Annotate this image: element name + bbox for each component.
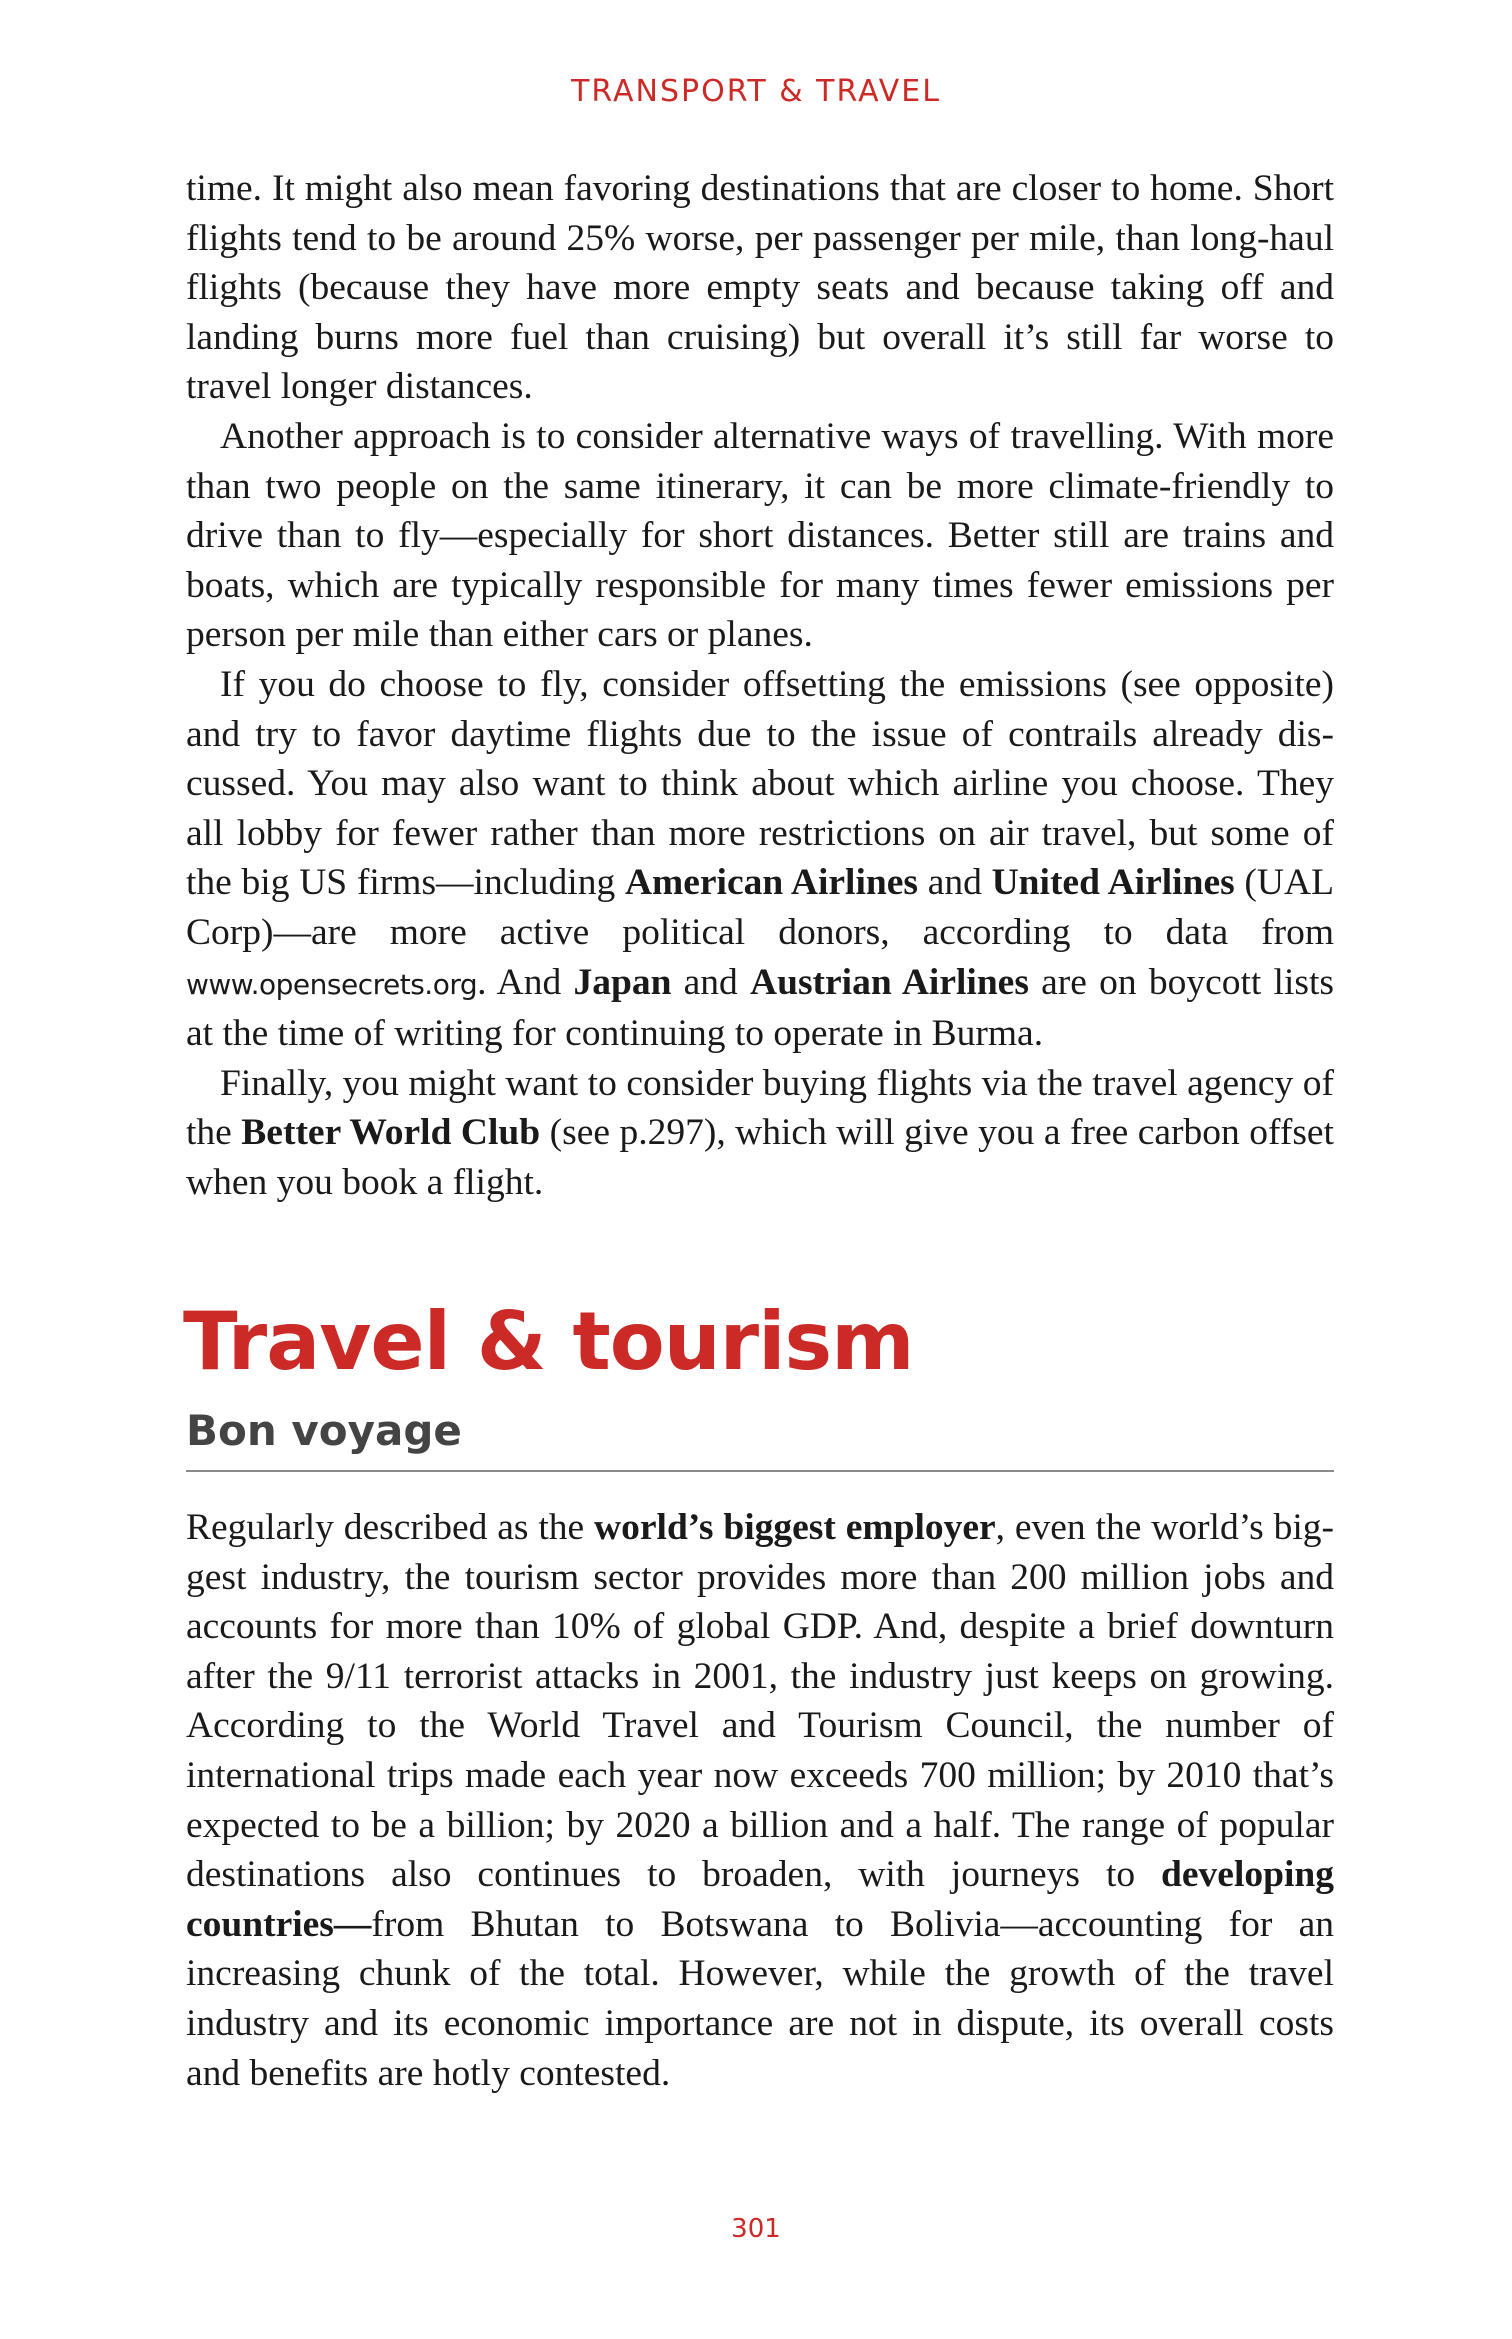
page-number: 301 [731,2214,781,2244]
bold-worlds-biggest-employer: world’s biggest employer [594,1507,996,1548]
paragraph-5-text-2: , even the world’s biggest industry, the tourism sector provides more than 200 million jobs and accounts for more than 10% of global GDP. And, despite a brief downturn after the 9/11 terrorist attacks in 2001, the industry just keeps on growing. According to the World Travel and Tourism Council, the number of international trips made each year now exceeds 700 million; by 2010 that’s expected to be a billion; by 2020 a billion and a half. The range of popular destinations also continues to broaden, with journeys to [186,1507,1334,1896]
paragraph-2 [186,412,1334,660]
opensecrets-url: www.opensecrets.org [186,967,478,1001]
section-title: Travel & tourism [183,1295,914,1388]
paragraph-5-text-1: Regularly described as the [186,1507,595,1548]
paragraph-3-text-5: and [671,961,751,1003]
bold-better-world-club: Better World Club [241,1112,541,1154]
section-divider [186,1470,1334,1472]
paragraph-1-text: time. It might also mean favoring destinations that are closer to home. Short flights tend to be around 25% worse, per passenger per mile, than long-haul flights (because they have more empty seats and because taking off and landing burns more fuel than cruising) but overall it’s still far worse to travel longer distances. [186,168,1334,408]
paragraph-5 [186,1503,1334,2098]
paragraph-5-text-3: from Bhutan to Botswana to Bolivia—accounting for an increasing chunk of the total. However, while the growth of the travel industry and its economic importance are not in dispute, its overall costs and benefits are hotly contested. [186,1903,1334,2094]
paragraph-2-text: Another approach is to consider alternative ways of travelling. With more than two people on the same itinerary, it can be more climate-friendly to drive than to fly—especially for short distances. Better still are trains and boats, which are typically responsible for many times fewer emissions per person per mile than either cars or planes. [186,415,1334,656]
bold-developing-countries: developing countries— [186,1854,1334,1945]
paragraph-3-text-3: (UAL Corp)—are more active political donors, according to data from [186,862,1334,953]
section-subtitle: Bon voyage [186,1406,462,1455]
paragraph-4 [186,1059,1334,1208]
paragraph-3-text-6: are on boycott lists at the time of writing for continuing to operate in Burma. [186,961,1334,1055]
running-head: TRANSPORT & TRAVEL [571,74,941,109]
paragraph-3-text-4: . And [477,961,574,1003]
paragraph-4-text-2: (see p.297), which will give you a free carbon offset when you book a flight. [186,1112,1334,1203]
bold-united-airlines: United Airlines [991,862,1235,904]
body-text-bottom [186,1503,1334,2098]
bold-japan: Japan [573,961,672,1003]
paragraph-4-text-1: Finally, you might want to consider buying flights via the travel agency of the [186,1062,1334,1154]
paragraph-3-text-2: and [917,862,992,904]
bold-austrian-airlines: Austrian Airlines [750,961,1029,1003]
paragraph-1 [186,164,1334,412]
body-text-top [186,164,1334,1207]
paragraph-3-text-1: If you do choose to fly, consider offsetting the emissions (see opposite) and try to favor daytime flights due to the issue of contrails already discussed. You may also want to think about which airline you choose. They all lobby for fewer rather than more restrictions on air travel, but some of the big US firms—including [186,663,1334,904]
paragraph-3 [186,660,1334,1059]
bold-american-airlines: American Airlines [624,862,918,904]
